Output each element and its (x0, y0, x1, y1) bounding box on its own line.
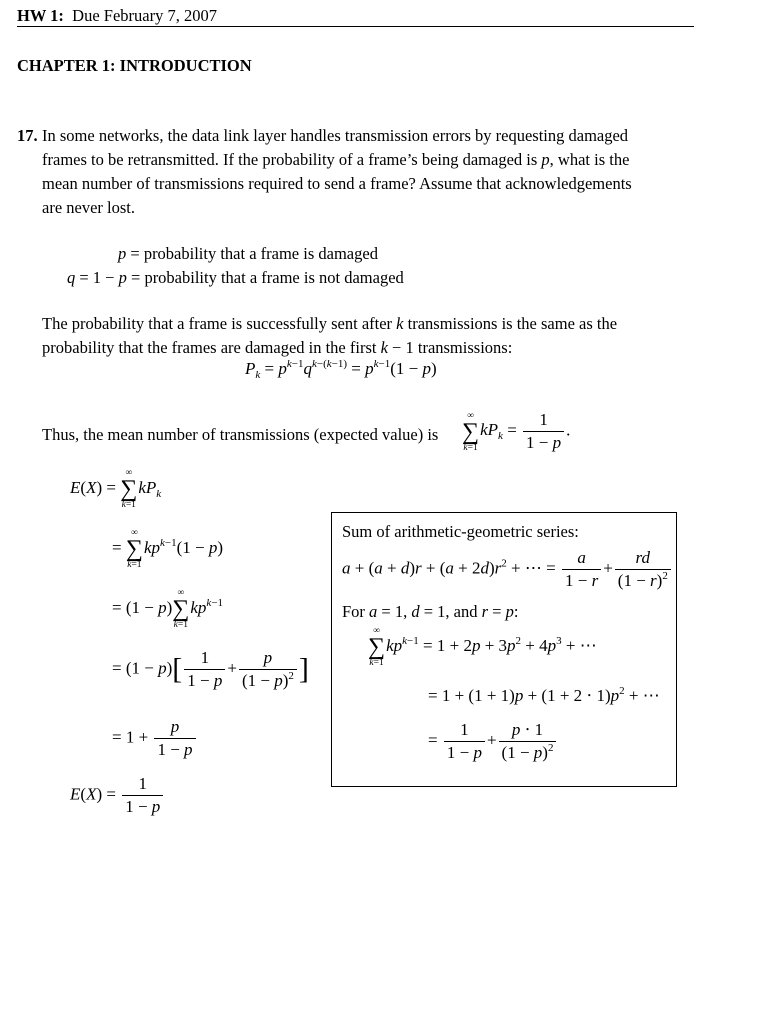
problem-number: 17. (17, 126, 38, 145)
box-expansion-2: = $1 + (1 + 1)p + (1 + 2 \cdot 1)p^2$ + ⋯ (428, 685, 660, 705)
box-title: Sum of arithmetic-geometric series: (342, 522, 579, 541)
chapter-title: CHAPTER 1: INTRODUCTION (17, 56, 252, 75)
derivation-step-2: = ∞ ∑ k=1 $kp^{k-1}(1 - p)$ (112, 528, 224, 570)
derivation-step-5: = 1 + $\frac{p}{1 - p}$ (112, 717, 198, 760)
pk-formula: $P_k = p^{k-1}q^{k-(k-1)} = p^{k-1}(1 - p)$ (245, 358, 437, 381)
due-date: Due February 7, 2007 (72, 6, 217, 25)
definition-p: p = probability that a frame is damaged (118, 244, 378, 263)
problem-line-1: In some networks, the data link layer handles transmission errors by requesting damaged (42, 126, 629, 145)
derivation-step-3: = (1 − p) ∞ ∑ k=1 $kp^{k-1}$ (112, 588, 224, 630)
expected-value-formula: ∞ ∑ k=1 $kP_k$ = $\frac{1}{1 - p}$ . (462, 410, 571, 453)
problem-line-3: mean number of transmissions required to send a frame? Assume that acknowledgements (42, 174, 632, 193)
header-rule (17, 26, 694, 27)
hw-label: HW 1: (17, 6, 64, 25)
derivation-step-4: = (1 − p)[ $\frac{1}{1 - p}$ + $\frac{p}{(1 - p)^2}$ ] (112, 648, 309, 690)
problem-line-2: frames to be retransmitted. If the probability of a frame’s being damaged is p, what is the (42, 150, 630, 169)
thus-text: Thus, the mean number of transmissions (expected value) is (42, 425, 439, 444)
explanation-line-2: probability that the frames are damaged in the first k − 1 transmissions: (42, 338, 513, 357)
explanation-line-1: The probability that a frame is successfully sent after k transmissions is the same as the (42, 314, 618, 333)
derivation-result: E(X) = $\frac{1}{1 - p}$ (70, 774, 165, 817)
box-expansion-1: ∞ ∑ k=1 $kp^{k-1} = 1 + 2p + 3p^2 + 4p^3$ + ⋯ (368, 626, 597, 668)
header (17, 4, 217, 28)
box-for-line: For a = 1, d = 1, and r = p: (342, 602, 519, 621)
derivation-step-1: E(X) = ∞ ∑ k=1 $kP_k$ (70, 468, 162, 510)
box-series-formula: $a + (a + d)r + (a + 2d)r^2$ + ⋯ = $\frac{a}{1 - r}$ + $\frac{rd}{(1 - r)^2}$ (342, 548, 673, 591)
definition-q: q = 1 − p = probability that a frame is not damaged (67, 268, 404, 287)
problem-line-4: are never lost. (42, 198, 135, 217)
box-expansion-3: = $\frac{1}{1 - p}$ + $\frac{p \cdot 1}{(1 - p)^2}$ (428, 720, 558, 763)
